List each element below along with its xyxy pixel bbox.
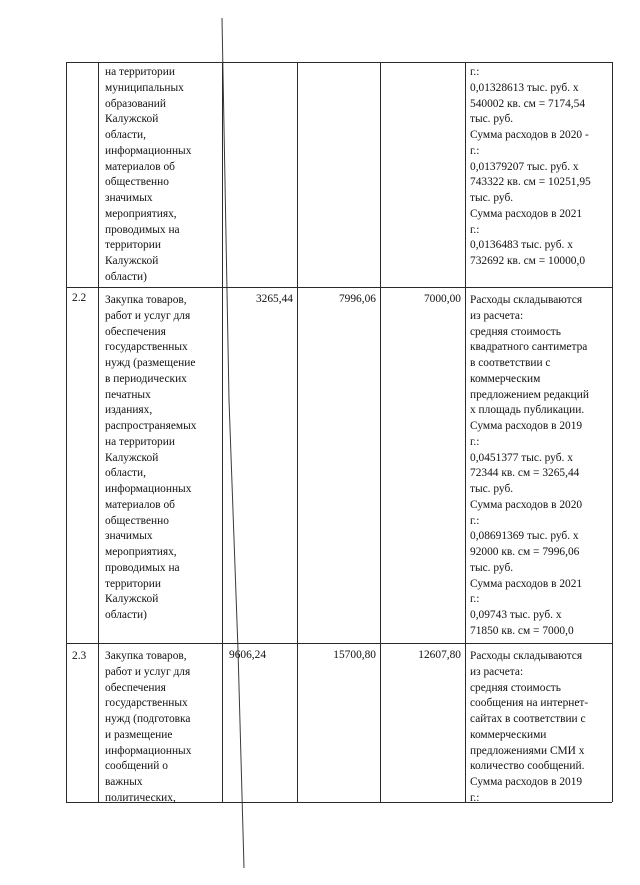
value-2020-cell: 7996,06 [338,293,376,305]
value-2020-cell: 15700,80 [333,649,376,661]
col-divider-2019 [297,62,298,802]
row-divider-2 [66,643,612,644]
table-border-top [66,62,612,63]
row-calculation-cell: г.: 0,01328613 тыс. руб. х 540002 кв. см = 7174,54 тыс. руб. Сумма расходов в 2020 - г.: 0,01379207 тыс. руб. х 743322 кв. см = 10251,95 тыс. руб. Сумма расходов в 2021 г.: 0,0136483 тыс. руб. х 732692 кв. см = 10000,0 [470,66,591,267]
row-calculation-cell: Расходы складываются из расчета: средняя стоимость квадратного сантиметра в соответствии с коммерческим предложением редакций х площадь публикации. Сумма расходов в 2019 г.: 0,0451377 тыс. руб. х 72344 кв. см = 3265,44 тыс. руб. Сумма расходов в 2020 г.: 0,08691369 тыс. руб. х 92000 кв. см = 7996,06 тыс. руб. Сумма расходов в 2021 г.: 0,09743 тыс. руб. х 71850 кв. см = 7000,0 [470,294,589,637]
table-border-right [612,62,613,802]
row-number-cell: 2.3 [72,650,87,662]
row-calculation-cell: Расходы складываются из расчета: средняя стоимость сообщения на интернет- сайтах в соответствии с коммерческими предложениями СМИ х количество сообщений. Сумма расходов в 2019 г.: [470,650,589,804]
row-name-cell: Закупка товаров, работ и услуг для обеспечения государственных нужд (размещение в периодических печатных изданиях, распространяемых на территории Калужской области, информационных материалов об общественно значимых мероприятиях, проводимых на территории Калужской области) [105,294,197,621]
value-2021-cell: 12607,80 [418,649,461,661]
row-number-cell: 2.2 [72,292,87,304]
col-divider-number [98,62,99,802]
col-divider-name [222,62,223,802]
value-2021-cell: 7000,00 [423,293,461,305]
table-border-left [66,62,67,802]
value-2019-cell: 3265,44 [255,293,293,305]
value-2019-cell: 9606,24 [229,649,267,661]
col-divider-2021 [465,62,466,802]
row-divider-1 [66,287,612,288]
row-name-cell: Закупка товаров, работ и услуг для обеспечения государственных нужд (подготовка и размещение информационных сообщений о важных политических, [105,650,192,804]
col-divider-2020 [380,62,381,802]
row-name-cell: на территории муниципальных образований Калужской области, информационных материалов об общественно значимых мероприятиях, проводимых на территории Калужской области) [105,66,192,283]
